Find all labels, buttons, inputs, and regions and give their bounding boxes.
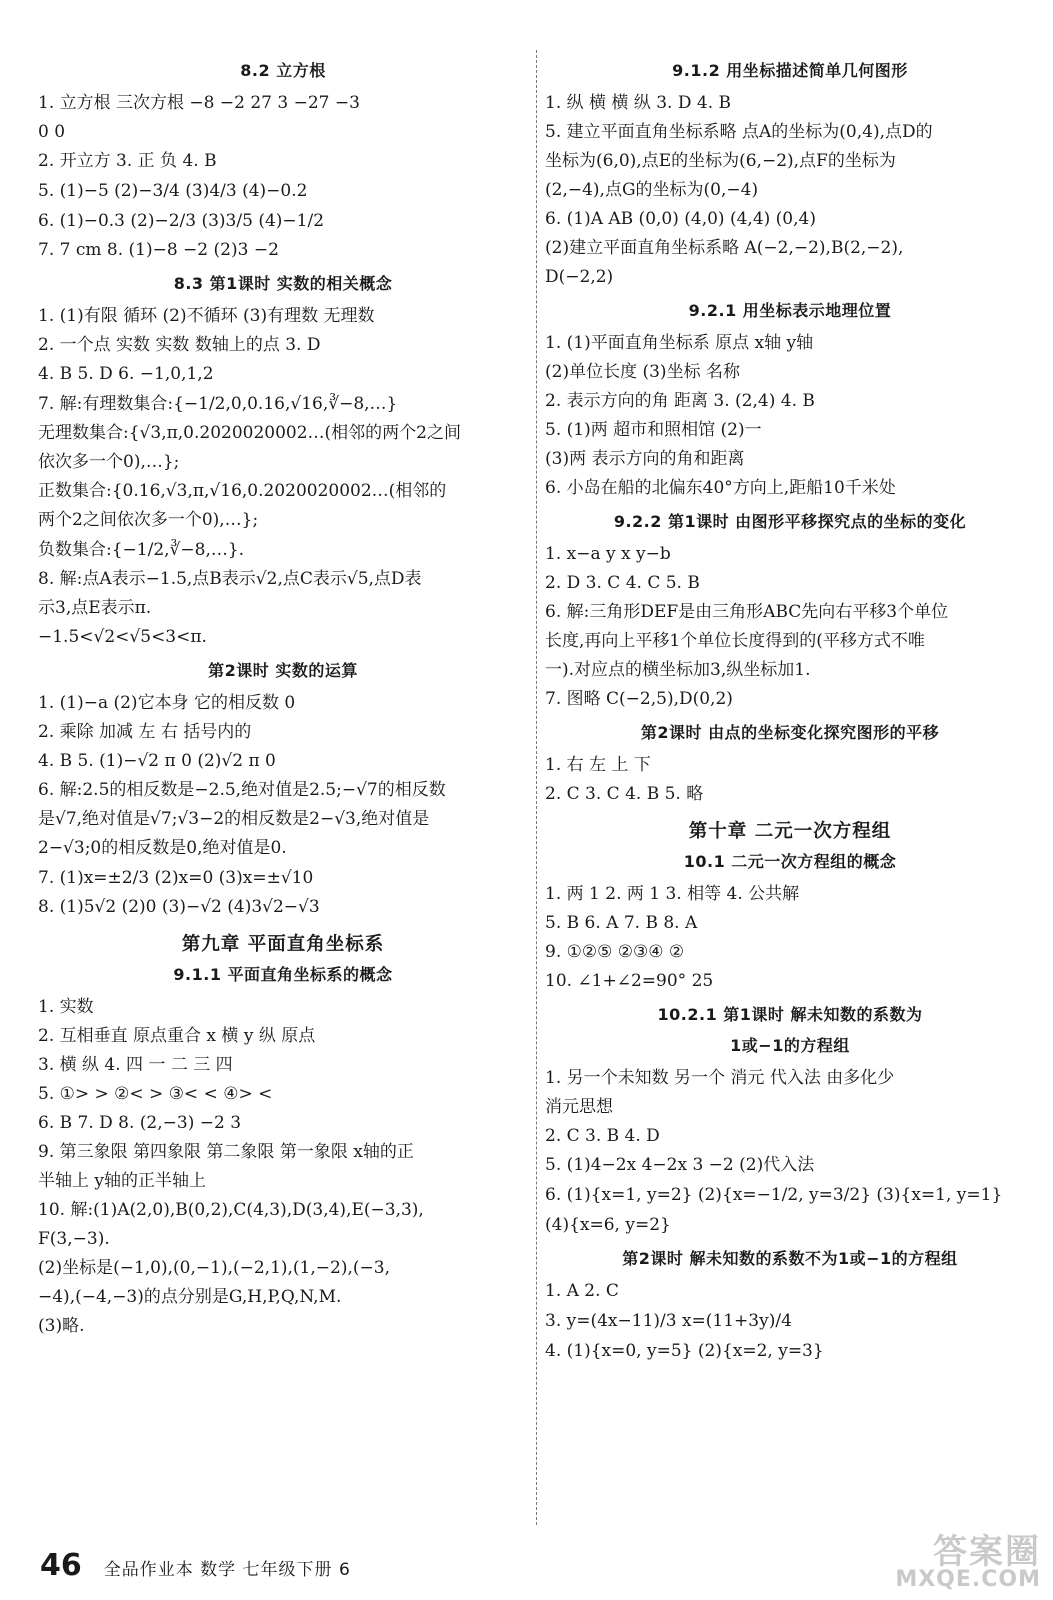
answers-8-3: [38, 302, 528, 652]
answer-line: 2. C 3. B 4. D: [545, 1126, 660, 1146]
answers-9-2-1: [545, 329, 1035, 503]
chapter-title-9: 第九章 平面直角坐标系: [181, 934, 385, 955]
answer-line: 4. B 5. (1)−√2 π 0 (2)√2 π 0: [38, 751, 276, 771]
answer-line: 6. 解:三角形DEF是由三角形ABC先向右平移3个单位: [545, 602, 949, 622]
answer-line: 6. 小岛在船的北偏东40°方向上,距船10千米处: [545, 478, 896, 498]
section-title-10-2-1: 10.2.1 第1课时 解未知数的系数为: [657, 1005, 923, 1024]
answer-line: 是√7,绝对值是√7;√3−2的相反数是2−√3,绝对值是: [38, 809, 430, 829]
answer-line: 4. (1){x=0, y=5} (2){x=2, y=3}: [545, 1341, 824, 1361]
answers-10-2-1: [545, 1064, 1035, 1240]
section-title-lesson-2c: 第2课时 解未知数的系数不为1或−1的方程组: [622, 1249, 958, 1268]
answers-8-2: [38, 89, 528, 265]
answer-line: 无理数集合:{√3,π,0.2020020002…(相邻的两个2之间: [38, 423, 461, 443]
answer-line: 7. 7 cm 8. (1)−8 −2 (2)3 −2: [38, 240, 279, 260]
answer-line: 2. 互相垂直 原点重合 x 横 y 纵 原点: [38, 1026, 316, 1046]
answer-line: 9. ①②⑤ ②③④ ②: [545, 942, 685, 962]
answer-line: (4){x=6, y=2}: [545, 1215, 671, 1235]
answer-line: 2−√3;0的相反数是0,绝对值是0.: [38, 838, 287, 858]
answer-line: −1.5<√2<√5<3<π.: [38, 627, 207, 647]
column-divider: [536, 50, 538, 1525]
section-title-9-2-2: 9.2.2 第1课时 由图形平移探究点的坐标的变化: [613, 512, 967, 531]
answer-line: 1. 右 左 上 下: [545, 755, 651, 775]
watermark-logo: [895, 1524, 1041, 1592]
answer-line: 负数集合:{−1/2,∛−8,…}.: [38, 540, 245, 560]
book-title: 全品作业本 数学 七年级下册 6: [103, 1560, 351, 1580]
answer-line: F(3,−3).: [38, 1229, 110, 1249]
section-title-10-1: 10.1 二元一次方程组的概念: [683, 852, 897, 871]
answer-line: (2)建立平面直角坐标系略 A(−2,−2),B(2,−2),: [545, 238, 904, 258]
answers-9-1-1: [38, 993, 528, 1341]
answer-line: 一).对应点的横坐标加3,纵坐标加1.: [545, 660, 811, 680]
answer-line: 2. 一个点 实数 实数 数轴上的点 3. D: [38, 335, 321, 355]
answer-line: 坐标为(6,0),点E的坐标为(6,−2),点F的坐标为: [545, 151, 896, 171]
answer-line: 消元思想: [545, 1097, 613, 1117]
answer-line: (3)两 表示方向的角和距离: [545, 449, 745, 469]
answer-line: 7. 图略 C(−2,5),D(0,2): [545, 689, 733, 709]
answer-line: 1. (1)−a (2)它本身 它的相反数 0: [38, 693, 296, 713]
answer-line: 10. ∠1+∠2=90° 25: [545, 971, 714, 991]
answer-line: −4),(−4,−3)的点分别是G,H,P,Q,N,M.: [38, 1287, 342, 1307]
answer-line: 正数集合:{0.16,√3,π,√16,0.2020020002…(相邻的: [38, 481, 447, 501]
answer-line: 5. 建立平面直角坐标系略 点A的坐标为(0,4),点D的: [545, 122, 933, 142]
section-title-9-1-1: 9.1.1 平面直角坐标系的概念: [173, 965, 393, 984]
answer-line: 5. (1)4−2x 4−2x 3 −2 (2)代入法: [545, 1155, 815, 1175]
section-title-10-2-1-cont: 1或−1的方程组: [730, 1036, 850, 1055]
answer-line: 1. A 2. C: [545, 1281, 619, 1301]
watermark-text: 答案圈: [933, 1532, 1041, 1572]
answers-10-1: [545, 880, 1035, 996]
answer-line: 1. 纵 横 横 纵 3. D 4. B: [545, 93, 732, 113]
chapter-title-10: 第十章 二元一次方程组: [688, 821, 892, 842]
answer-line: 示3,点E表示π.: [38, 598, 152, 618]
section-title-9-2-1: 9.2.1 用坐标表示地理位置: [688, 301, 892, 320]
answer-line: 8. 解:点A表示−1.5,点B表示√2,点C表示√5,点D表: [38, 569, 422, 589]
answer-line: 5. B 6. A 7. B 8. A: [545, 913, 698, 933]
answer-line: 10. 解:(1)A(2,0),B(0,2),C(4,3),D(3,4),E(−3,3),: [38, 1200, 424, 1220]
answer-line: 6. (1)−0.3 (2)−2/3 (3)3/5 (4)−1/2: [38, 211, 325, 231]
answer-line: 2. 开立方 3. 正 负 4. B: [38, 151, 217, 171]
answer-line: 依次多一个0),…};: [38, 452, 180, 472]
answer-line: 2. 表示方向的角 距离 3. (2,4) 4. B: [545, 391, 815, 411]
answers-lesson-2: [38, 689, 528, 922]
answer-line: 1. 实数: [38, 997, 94, 1017]
answer-line: 9. 第三象限 第四象限 第二象限 第一象限 x轴的正: [38, 1142, 414, 1162]
answers-9-2-2: [545, 540, 1035, 714]
section-title-lesson-2: 第2课时 实数的运算: [208, 661, 358, 680]
answer-line: 1. 立方根 三次方根 −8 −2 27 3 −27 −3: [38, 93, 360, 113]
answer-line: 2. D 3. C 4. C 5. B: [545, 573, 700, 593]
answer-line: 1. (1)有限 循环 (2)不循环 (3)有理数 无理数: [38, 306, 375, 326]
answer-line: (3)略.: [38, 1316, 85, 1336]
answer-line: 5. ①> > ②< > ③< < ④> <: [38, 1084, 273, 1104]
answer-line: 2. 乘除 加减 左 右 括号内的: [38, 722, 252, 742]
watermark-url: MXQE.COM: [895, 1567, 1041, 1592]
answer-line: 1. (1)平面直角坐标系 原点 x轴 y轴: [545, 333, 814, 353]
answer-line: 6. (1)A AB (0,0) (4,0) (4,4) (0,4): [545, 209, 816, 229]
answer-line: 6. (1){x=1, y=2} (2){x=−1/2, y=3/2} (3){x=1, y=1}: [545, 1185, 1003, 1205]
answers-lesson-2c: [545, 1277, 1035, 1366]
answer-line: (2,−4),点G的坐标为(0,−4): [545, 180, 759, 200]
answer-line: 7. 解:有理数集合:{−1/2,0,0.16,√16,∛−8,…}: [38, 394, 398, 414]
answer-line: 7. (1)x=±2/3 (2)x=0 (3)x=±√10: [38, 868, 314, 888]
answer-line: 8. (1)5√2 (2)0 (3)−√2 (4)3√2−√3: [38, 897, 320, 917]
left-column: [38, 52, 528, 1341]
section-title-9-1-2: 9.1.2 用坐标描述简单几何图形: [672, 61, 908, 80]
answer-line: 两个2之间依次多一个0),…};: [38, 510, 259, 530]
answer-line: 2. C 3. C 4. B 5. 略: [545, 784, 704, 804]
answers-9-1-2: [545, 89, 1035, 292]
answer-line: 5. (1)−5 (2)−3/4 (3)4/3 (4)−0.2: [38, 181, 308, 201]
answer-line: 1. 两 1 2. 两 1 3. 相等 4. 公共解: [545, 884, 800, 904]
answer-line: D(−2,2): [545, 267, 614, 287]
answer-line: 6. 解:2.5的相反数是−2.5,绝对值是2.5;−√7的相反数: [38, 780, 446, 800]
section-title-lesson-2b: 第2课时 由点的坐标变化探究图形的平移: [640, 723, 940, 742]
right-column: [545, 52, 1035, 1366]
answer-line: 3. 横 纵 4. 四 一 二 三 四: [38, 1055, 233, 1075]
answer-line: (2)单位长度 (3)坐标 名称: [545, 362, 740, 382]
answer-line: 6. B 7. D 8. (2,−3) −2 3: [38, 1113, 242, 1133]
section-title-8-2: 8.2 立方根: [240, 61, 326, 80]
answer-line: 1. 另一个未知数 另一个 消元 代入法 由多化少: [545, 1068, 895, 1088]
answer-line: 1. x−a y x y−b: [545, 544, 671, 564]
page-footer: [40, 1548, 351, 1583]
page-number: 46: [40, 1548, 82, 1583]
answers-lesson-2b: [545, 751, 1035, 809]
answer-line: (2)坐标是(−1,0),(0,−1),(−2,1),(1,−2),(−3,: [38, 1258, 390, 1278]
answer-line: 长度,再向上平移1个单位长度得到的(平移方式不唯: [545, 631, 925, 651]
answer-line: 半轴上 y轴的正半轴上: [38, 1171, 207, 1191]
answer-line: 5. (1)两 超市和照相馆 (2)一: [545, 420, 762, 440]
answer-line: 4. B 5. D 6. −1,0,1,2: [38, 364, 214, 384]
section-title-8-3: 8.3 第1课时 实数的相关概念: [173, 274, 393, 293]
answer-line: 3. y=(4x−11)/3 x=(11+3y)/4: [545, 1311, 792, 1331]
answer-line: 0 0: [38, 122, 66, 142]
